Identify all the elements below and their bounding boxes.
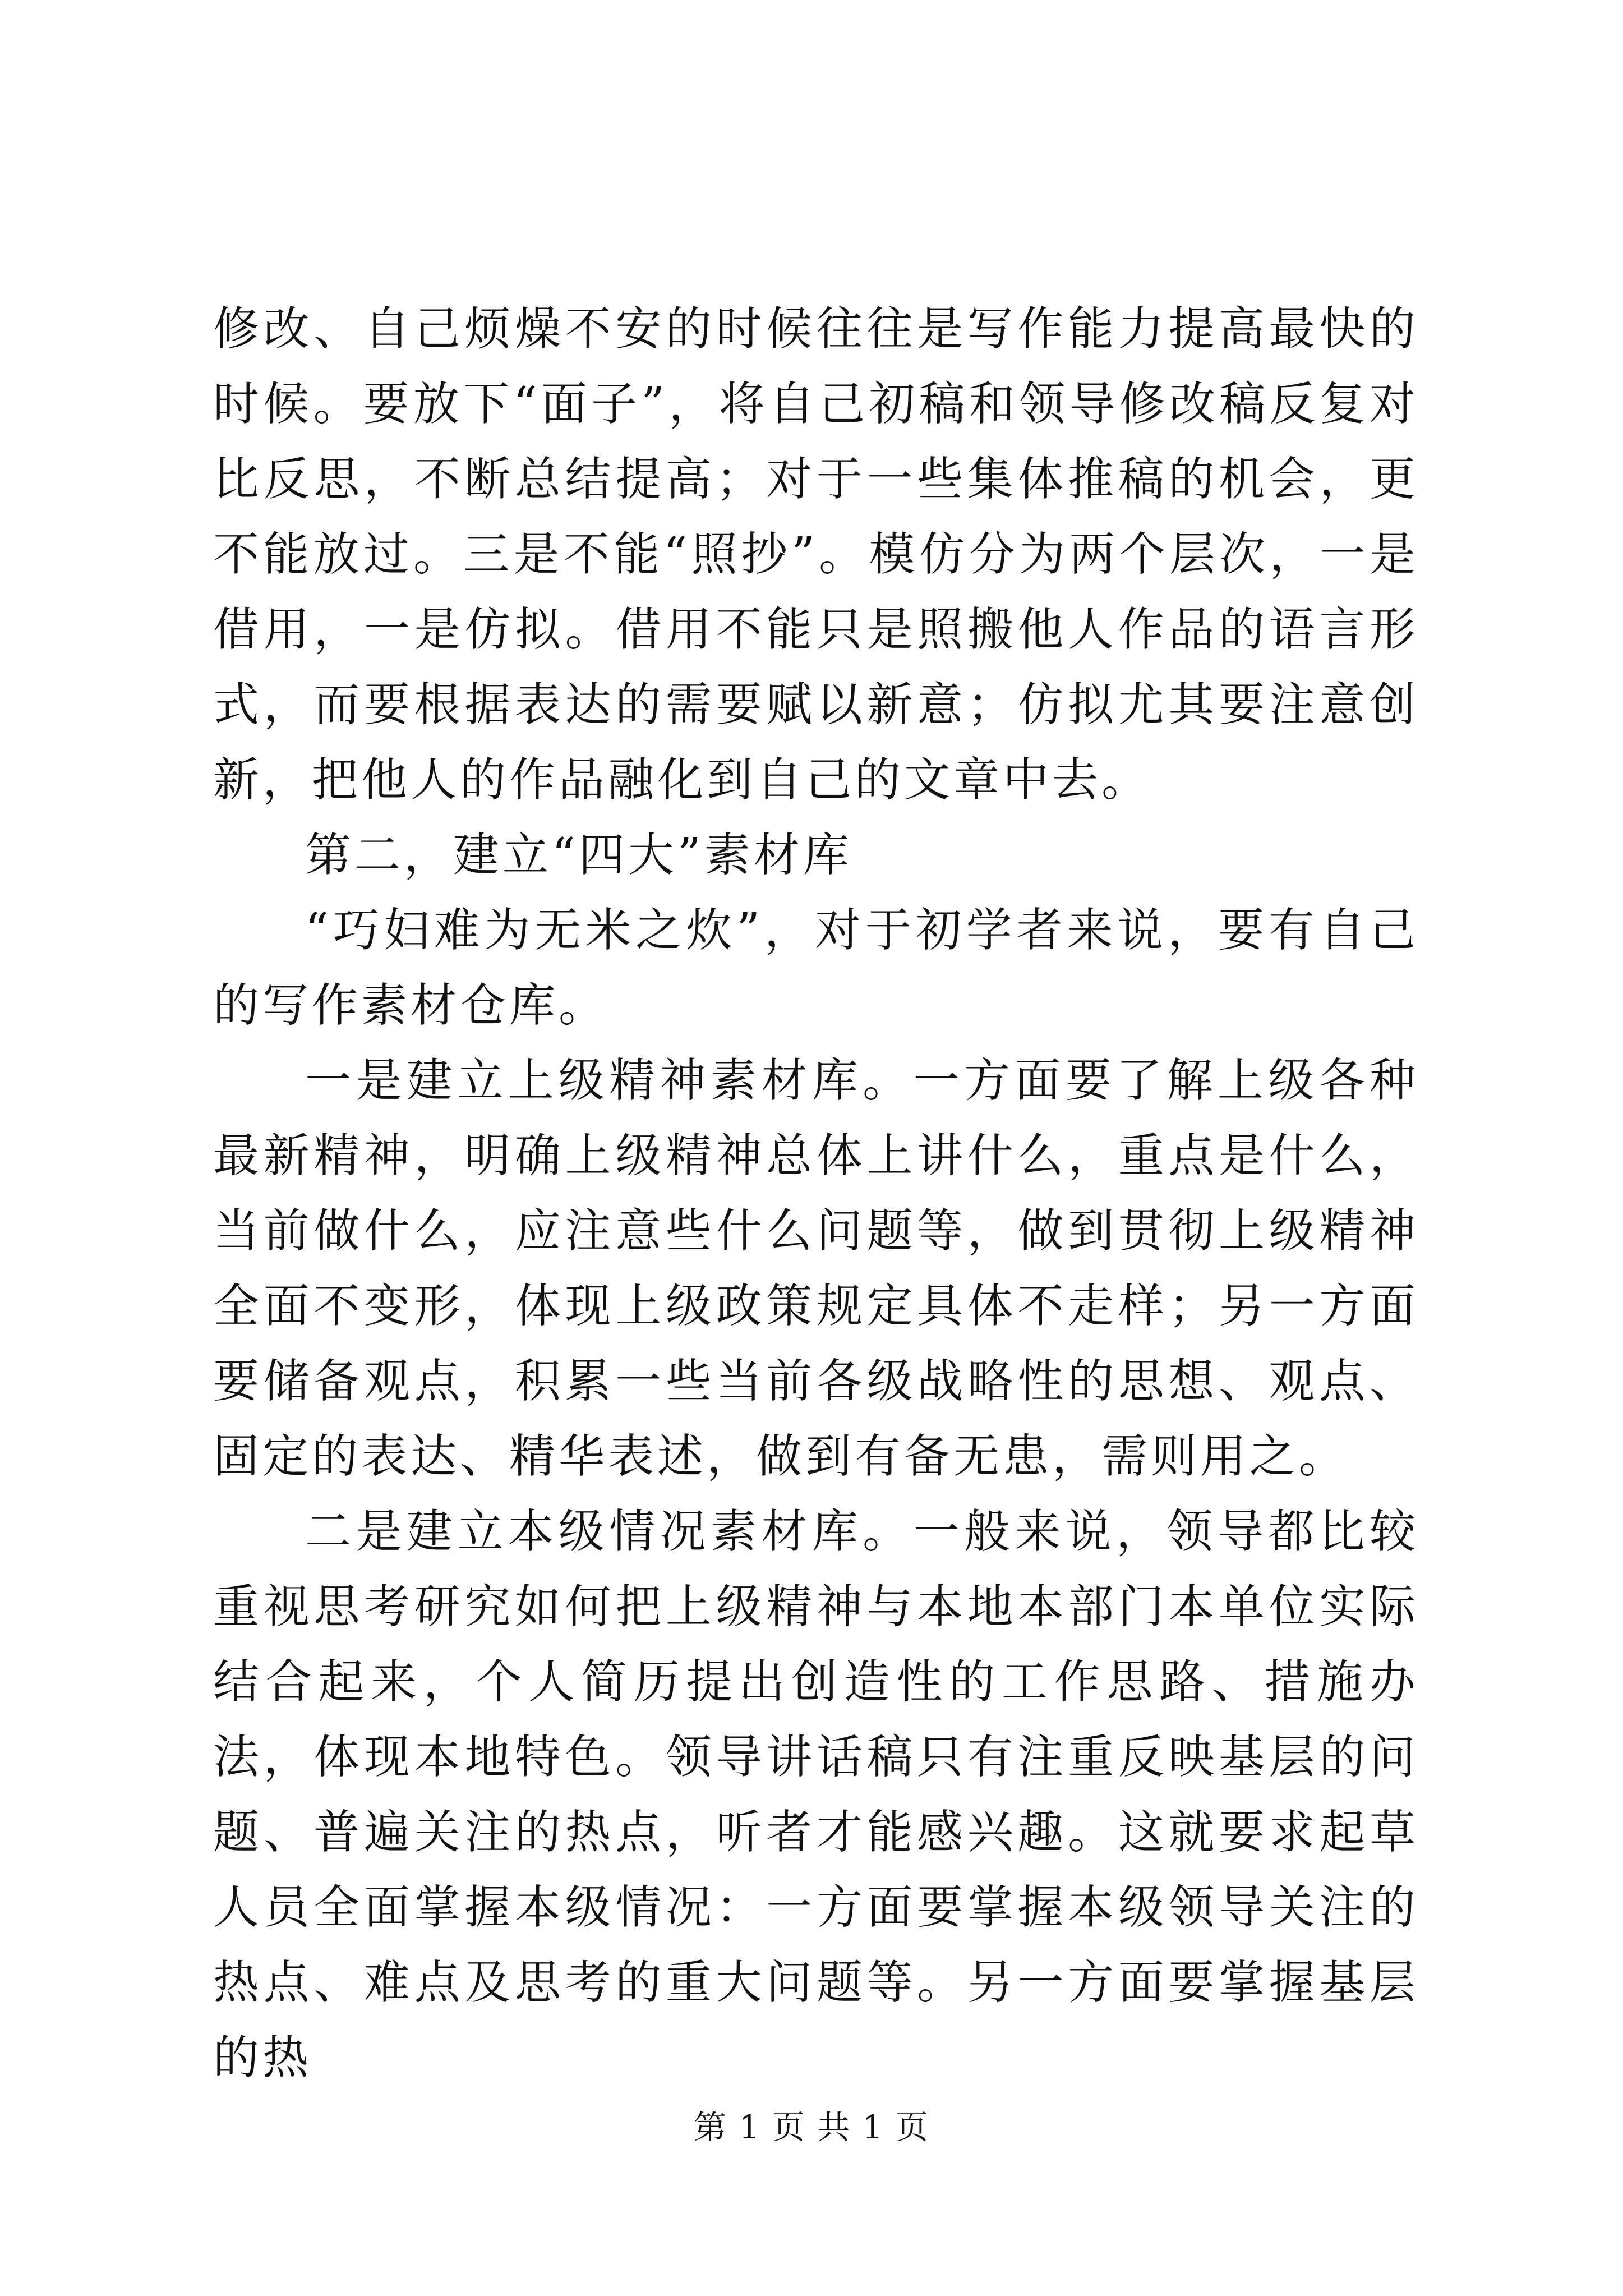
page-footer: 第 1 页 共 1 页: [694, 2108, 929, 2146]
section-heading: 第二，建立“四大”素材库: [305, 829, 852, 882]
paragraph-local-situation: 二是建立本级情况素材库。一般来说，领导都比较重视思考研究如何把上级精神与本地本部门本单位实际结合起来，个人简历提出创造性的工作思路、措施办法，体现本地特色。领导讲话稿只有注重反映基层的问题、普遍关注的热点，听者才能感兴趣。这就要求起草人员全面掌握本级情况：一方面要掌握本级领导关注的热点、难点及思考的重大问题等。另一方面要掌握基层的热: [213, 1505, 1419, 2085]
paragraph-intro: “巧妇难为无米之炊”，对于初学者来说，要有自己的写作素材仓库。: [213, 904, 1419, 1032]
paragraph-continued: 修改、自己烦燥不安的时候往往是写作能力提高最快的时候。要放下“面子”，将自己初稿和领导修改稿反复对比反思，不断总结提高；对于一些集体推稿的机会，更不能放过。三是不能“照抄”。模仿分为两个层次，一是借用，一是仿拟。借用不能只是照搬他人作品的语言形式，而要根据表达的需要赋以新意；仿拟尤其要注意创新，把他人的作品融化到自己的文章中去。: [213, 302, 1419, 807]
paragraph-superior-spirit: 一是建立上级精神素材库。一方面要了解上级各种最新精神，明确上级精神总体上讲什么，重点是什么，当前做什么，应注意些什么问题等，做到贯彻上级精神全面不变形，体现上级政策规定具体不走样；另一方面要储备观点，积累一些当前各级战略性的思想、观点、固定的表达、精华表述，做到有备无患，需则用之。: [213, 1054, 1419, 1483]
document-body: [213, 292, 1419, 2096]
